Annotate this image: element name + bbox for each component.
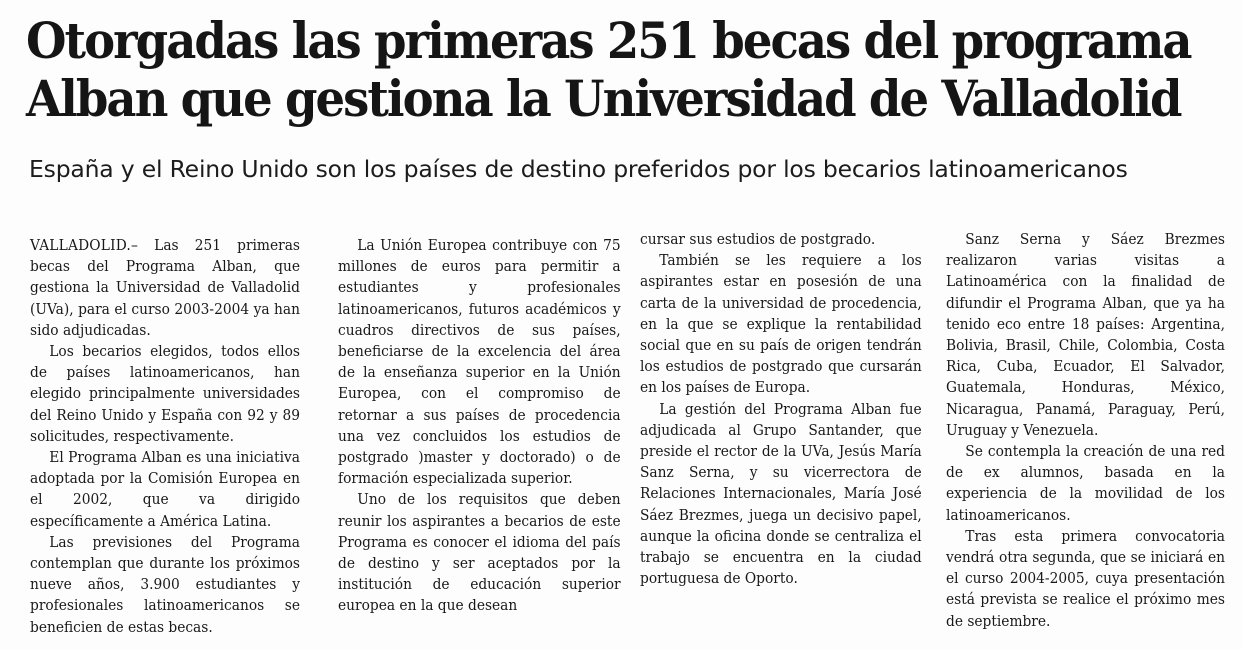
- article-column-1: [30, 235, 300, 638]
- paragraph: Los becarios elegidos, todos ellos de países latinoamericanos, han elegido principalmente universidades del Reino Unido y España con 92 y 89 solicitudes, respectivamente.: [30, 342, 300, 445]
- paragraph: También se les requiere a los aspirantes estar en posesión de una carta de la universidad de procedencia, en la que se explique la rentabilidad social que en su país de origen tendrán los estudios de postgrado que cursarán en los países de Europa.: [640, 251, 922, 397]
- paragraph: Tras esta primera convocatoria vendrá otra segunda, que se iniciará en el curso 2004-2005, cuya presentación está prevista se realice el próximo mes de septiembre.: [946, 526, 1225, 630]
- paragraph: El Programa Alban es una iniciativa adoptada por la Comisión Europea en el 2002, que va dirigido específicamente a América Latina.: [30, 448, 300, 530]
- paragraph: [30, 235, 300, 341]
- article-column-2: [338, 235, 621, 617]
- paragraph: La gestión del Programa Alban fue adjudicada al Grupo Santander, que preside el rector de la UVa, Jesús María Sanz Serna, y su vicerrectora de Relaciones Internacionales, María José Sáez Brezmes, juega un decisivo papel, aunque la oficina donde se centraliza el trabajo se encuentra en la ciudad portuguesa de Oporto.: [640, 399, 922, 588]
- paragraph: cursar sus estudios de postgrado.: [640, 230, 876, 248]
- article-column-3: [640, 229, 922, 589]
- paragraph-text: Las 251 primeras becas del Programa Alban, que gestiona la Universidad de Valladolid (UVa), para el curso 2003-2004 ya han sido adjudicadas.: [30, 236, 300, 339]
- subheadline: España y el Reino Unido son los países de destino preferidos por los becarios latinoamericanos: [29, 155, 1128, 183]
- paragraph: Uno de los requisitos que deben reunir los aspirantes a becarios de este Programa es conocer el idioma del país de destino y ser aceptados por la institución de educación superior europea en la que desean: [338, 490, 621, 615]
- article-column-4: [946, 229, 1225, 632]
- headline: [26, 11, 1191, 128]
- paragraph: Sanz Serna y Sáez Brezmes realizaron varias visitas a Latinoamérica con la finalidad de difundir el Programa Alban, que ya ha tenido eco entre 18 países: Argentina, Bolivia, Brasil, Chile, Colombia, Costa Rica, Cuba, Ecuador, El Salvador, Guatemala, Honduras, México, Nicaragua, Panamá, Paraguay, Perú, Uruguay y Venezuela.: [946, 230, 1225, 439]
- paragraph: Se contempla la creación de una red de ex alumnos, basada en la experiencia de la movilidad de los latinoamericanos.: [946, 442, 1225, 524]
- dateline: VALLADOLID.–: [30, 236, 139, 254]
- headline-line-2: Alban que gestiona la Universidad de Valladolid: [26, 69, 1181, 128]
- paragraph: Las previsiones del Programa contemplan que durante los próximos nueve años, 3.900 estudiantes y profesionales latinoamericanos se beneficien de estas becas.: [30, 532, 300, 636]
- paragraph: La Unión Europea contribuye con 75 millones de euros para permitir a estudiantes y profesionales latinoamericanos, futuros académicos y cuadros directivos de sus países, beneficiarse de la excelencia del área de la enseñanza superior en la Unión Europea, con el compromiso de retornar a sus países de procedencia una vez concluidos los estudios de postgrado )master y doctorado) o de formación especializada superior.: [338, 236, 621, 488]
- headline-line-1: Otorgadas las primeras 251 becas del programa: [26, 11, 1191, 70]
